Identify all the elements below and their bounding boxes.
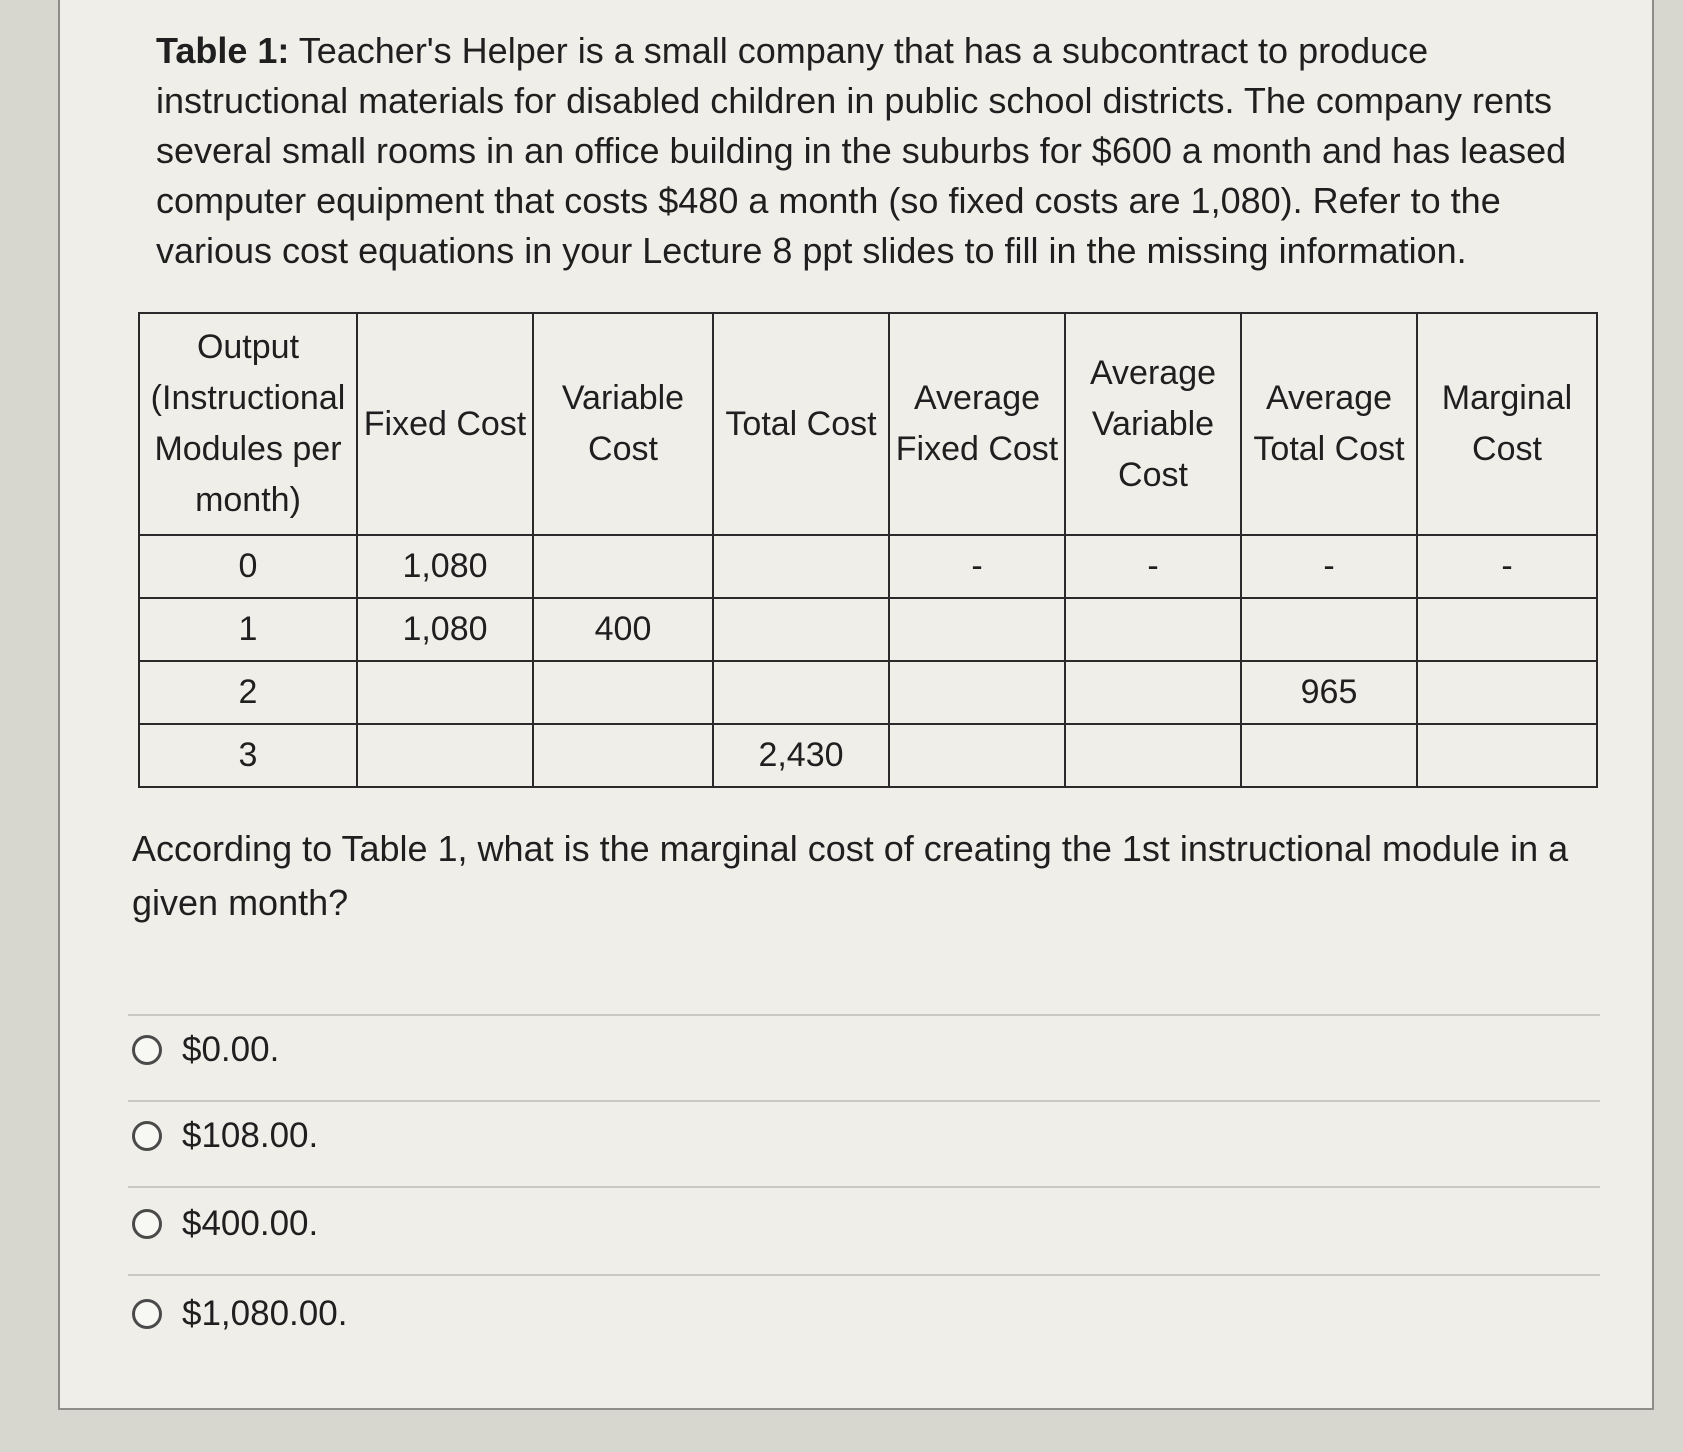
cell-average-variable-cost xyxy=(1065,598,1241,661)
cell-average-variable-cost xyxy=(1065,661,1241,724)
option-label: $0.00. xyxy=(182,1030,280,1069)
divider xyxy=(128,1274,1600,1276)
header-fixed-cost: Fixed Cost xyxy=(357,313,533,535)
question-text: According to Table 1, what is the marginal cost of creating the 1st instructional module in a given month? xyxy=(132,828,1569,923)
cell-output: 1 xyxy=(139,598,357,661)
option-label: $1,080.00. xyxy=(182,1294,348,1333)
cell-variable-cost xyxy=(533,724,713,787)
radio-button-icon[interactable] xyxy=(132,1035,162,1065)
cell-average-variable-cost xyxy=(1065,724,1241,787)
cell-average-fixed-cost xyxy=(889,724,1065,787)
description-text: Teacher's Helper is a small company that has a subcontract to produce instructional materials for disabled children in public school districts. The company rents several small rooms in an office building in the suburbs for $600 a month and has leased computer equipment that costs $480 a month (so fixed costs are 1,080). Refer to the various cost equations in your Lecture 8 ppt slides to fill in the missing information. xyxy=(156,30,1567,271)
cell-total-cost xyxy=(713,598,889,661)
divider xyxy=(128,1100,1600,1102)
cell-fixed-cost: 1,080 xyxy=(357,535,533,598)
cell-variable-cost xyxy=(533,535,713,598)
answer-option-2[interactable] xyxy=(132,1202,318,1246)
cell-marginal-cost: - xyxy=(1417,535,1597,598)
cell-output: 0 xyxy=(139,535,357,598)
radio-button-icon[interactable] xyxy=(132,1299,162,1329)
header-average-total-cost: Average Total Cost xyxy=(1241,313,1417,535)
header-total-cost: Total Cost xyxy=(713,313,889,535)
cell-fixed-cost xyxy=(357,724,533,787)
table-header-row xyxy=(139,313,1597,535)
cell-output: 2 xyxy=(139,661,357,724)
header-average-fixed-cost: Average Fixed Cost xyxy=(889,313,1065,535)
cost-table xyxy=(138,312,1598,788)
cell-total-cost xyxy=(713,661,889,724)
table-row xyxy=(139,598,1597,661)
option-label: $400.00. xyxy=(182,1204,319,1243)
cell-average-fixed-cost: - xyxy=(889,535,1065,598)
cell-average-total-cost xyxy=(1241,724,1417,787)
cell-marginal-cost xyxy=(1417,661,1597,724)
cell-average-total-cost xyxy=(1241,598,1417,661)
cell-average-total-cost: 965 xyxy=(1241,661,1417,724)
table-label: Table 1: xyxy=(156,30,290,71)
answer-option-1[interactable] xyxy=(132,1114,318,1158)
divider xyxy=(128,1186,1600,1188)
cell-fixed-cost: 1,080 xyxy=(357,598,533,661)
cell-marginal-cost xyxy=(1417,724,1597,787)
cell-output: 3 xyxy=(139,724,357,787)
cell-marginal-cost xyxy=(1417,598,1597,661)
cell-variable-cost: 400 xyxy=(533,598,713,661)
radio-button-icon[interactable] xyxy=(132,1121,162,1151)
cell-fixed-cost xyxy=(357,661,533,724)
answer-option-0[interactable] xyxy=(132,1028,279,1072)
cell-total-cost xyxy=(713,535,889,598)
header-output: Output (Instructional Modules per month) xyxy=(139,313,357,535)
table-row xyxy=(139,724,1597,787)
cell-average-total-cost: - xyxy=(1241,535,1417,598)
table-row xyxy=(139,661,1597,724)
cell-average-fixed-cost xyxy=(889,661,1065,724)
radio-button-icon[interactable] xyxy=(132,1209,162,1239)
header-marginal-cost: Marginal Cost xyxy=(1417,313,1597,535)
table-row xyxy=(139,535,1597,598)
table-description xyxy=(156,26,1586,276)
option-label: $108.00. xyxy=(182,1116,319,1155)
divider xyxy=(128,1014,1600,1016)
answer-option-3[interactable] xyxy=(132,1292,347,1336)
header-variable-cost: Variable Cost xyxy=(533,313,713,535)
cell-average-fixed-cost xyxy=(889,598,1065,661)
cell-average-variable-cost: - xyxy=(1065,535,1241,598)
cell-total-cost: 2,430 xyxy=(713,724,889,787)
header-average-variable-cost: Average Variable Cost xyxy=(1065,313,1241,535)
cell-variable-cost xyxy=(533,661,713,724)
